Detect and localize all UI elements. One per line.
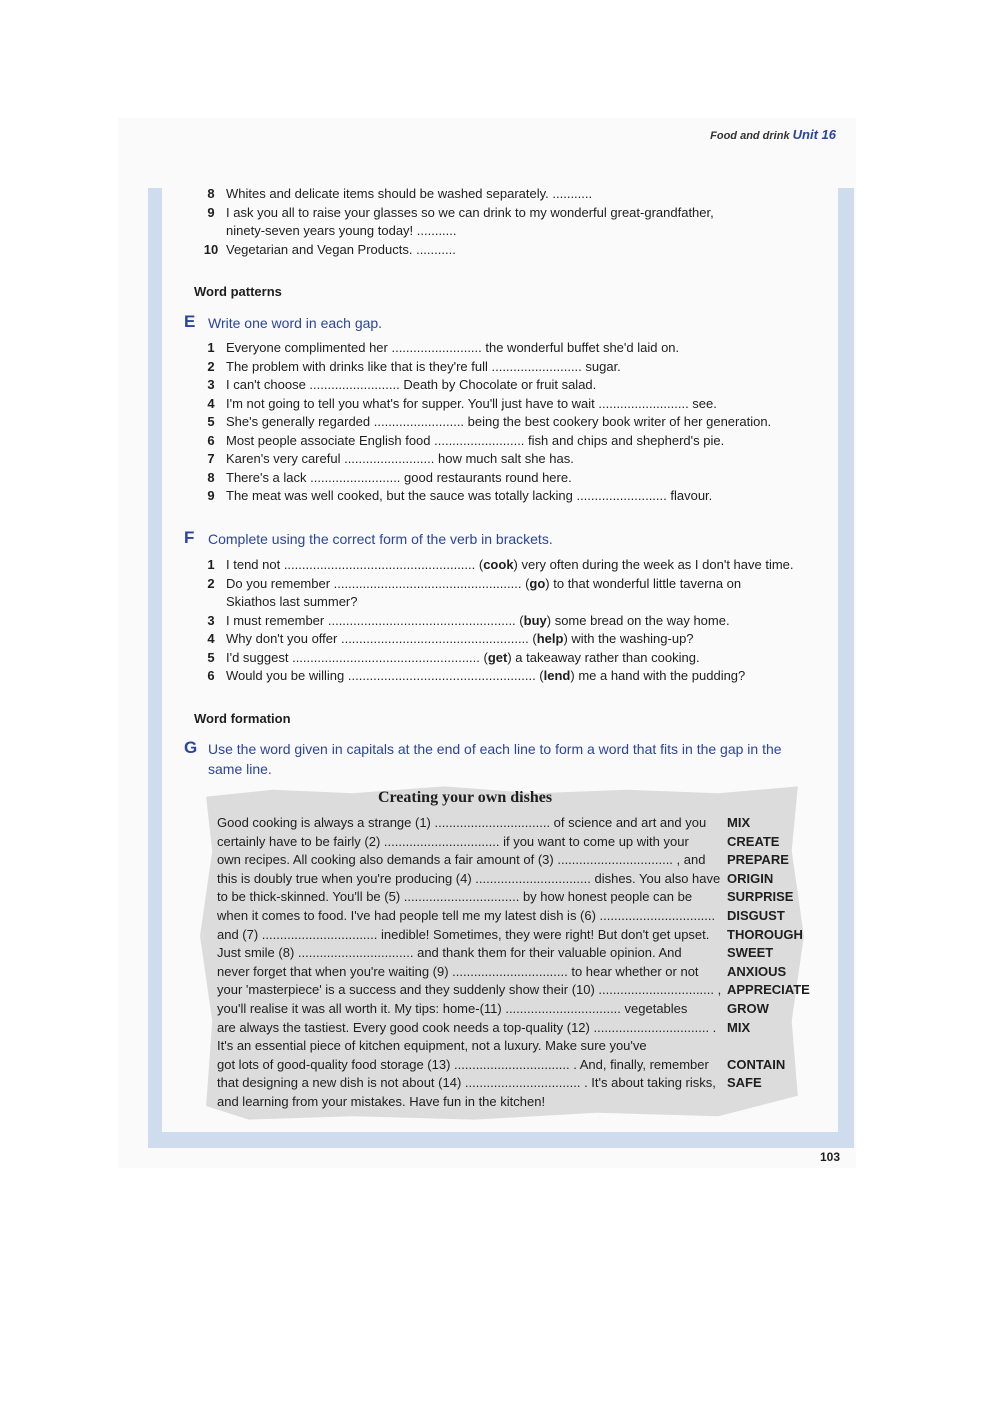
item-number: 8 bbox=[207, 186, 215, 201]
item-text: She's generally regarded ......................... being the best cookery book writer of her generation. bbox=[226, 414, 772, 429]
section-heading-word-patterns: Word patterns bbox=[194, 284, 282, 299]
list-item bbox=[196, 649, 836, 668]
list-item bbox=[196, 630, 836, 649]
list-item-continuation bbox=[196, 222, 836, 241]
text-line: never forget that when you're waiting (9) ................................ to hear whether or not ANXIOUS bbox=[217, 963, 817, 982]
item-number: 7 bbox=[207, 451, 215, 466]
verb-in-brackets: get bbox=[487, 649, 508, 665]
stem-word: THOROUGH bbox=[727, 926, 803, 942]
item-text: Most people associate English food ......................... fish and chips and shepherd's pie. bbox=[226, 432, 725, 448]
item-number: 9 bbox=[207, 488, 215, 503]
text-line: own recipes. All cooking also demands a fair amount of (3) ................................ , and PREPARE bbox=[217, 851, 817, 870]
list-item bbox=[196, 469, 836, 488]
item-text: I'm not going to tell you what's for supper. You'll just have to wait ......................... see. bbox=[226, 395, 717, 411]
stem-word: SWEET bbox=[727, 945, 774, 961]
text-line: when it comes to food. I've had people tell me my latest dish is (6) ................................ DISGUST bbox=[217, 907, 817, 926]
stem-word: GROW bbox=[727, 1000, 769, 1016]
bottom-margin-bar bbox=[148, 1132, 854, 1148]
item-text: I tend not ..................................................... (cook) very often during the week as I don't have time. bbox=[226, 557, 794, 572]
text-line: got lots of good-quality food storage (13) ................................ . And, finally, remember CONTAIN bbox=[217, 1056, 817, 1075]
verb-in-brackets: go bbox=[529, 575, 546, 591]
item-text: Karen's very careful ......................... how much salt she has. bbox=[226, 451, 574, 466]
text-line: are always the tastiest. Every good cook needs a top-quality (12) ................................ . MIX bbox=[217, 1019, 817, 1038]
item-text: Skiathos last summer? bbox=[226, 594, 358, 609]
item-number: 5 bbox=[207, 414, 215, 429]
list-item bbox=[196, 339, 836, 358]
right-margin-bar bbox=[838, 188, 854, 1146]
item-number: 5 bbox=[207, 649, 215, 665]
stem-word: SAFE bbox=[727, 1075, 762, 1091]
stem-word: MIX bbox=[727, 815, 751, 830]
verb-in-brackets: lend bbox=[543, 668, 571, 683]
item-text: Everyone complimented her ......................... the wonderful buffet she'd laid on. bbox=[226, 340, 680, 355]
verb-in-brackets: cook bbox=[483, 557, 514, 572]
left-margin-bar bbox=[148, 188, 162, 1146]
item-text: I ask you all to raise your glasses so we can drink to my wonderful great-grandfather, bbox=[226, 204, 714, 220]
stem-word: APPRECIATE bbox=[727, 982, 810, 998]
stem-word: ORIGIN bbox=[727, 870, 774, 886]
item-text: I'd suggest .................................................... (get) a takeaway rather than cooking. bbox=[226, 649, 700, 665]
item-text: Would you be willing .................................................... (lend) me a hand with the pudding? bbox=[226, 668, 746, 683]
list-item bbox=[196, 185, 836, 204]
verb-in-brackets: buy bbox=[523, 612, 547, 628]
item-number: 4 bbox=[207, 395, 215, 411]
list-item bbox=[196, 413, 836, 432]
item-text: Why don't you offer .................................................... (help) with the washing-up? bbox=[226, 631, 694, 646]
list-item bbox=[196, 575, 836, 594]
stem-word: CONTAIN bbox=[727, 1056, 786, 1072]
item-number: 1 bbox=[207, 557, 215, 572]
stem-word: SURPRISE bbox=[727, 889, 794, 905]
item-number: 1 bbox=[207, 340, 215, 355]
item-number: 6 bbox=[207, 668, 215, 683]
list-item bbox=[196, 556, 836, 575]
list-item bbox=[196, 432, 836, 451]
text-line: and (7) ................................ inedible! Sometimes, they were right! But don't get upset. THOROUGH bbox=[217, 926, 817, 945]
item-number: 2 bbox=[207, 575, 215, 591]
text-line: and learning from your mistakes. Have fun in the kitchen! bbox=[217, 1093, 546, 1109]
list-item bbox=[196, 358, 836, 377]
item-text: There's a lack ......................... good restaurants round here. bbox=[226, 469, 572, 485]
previous-items bbox=[196, 185, 836, 259]
item-number: 8 bbox=[207, 469, 215, 485]
list-item bbox=[196, 450, 836, 469]
stem-word: PREPARE bbox=[727, 852, 789, 868]
item-text: The problem with drinks like that is they're full ......................... sugar. bbox=[226, 358, 621, 374]
list-item bbox=[196, 376, 836, 395]
text-line: Just smile (8) ................................ and thank them for their valuable opinion. And SWEET bbox=[217, 944, 817, 963]
list-item bbox=[196, 487, 836, 506]
exercise-e-items bbox=[196, 339, 836, 506]
item-number: 6 bbox=[207, 432, 215, 448]
item-text: The meat was well cooked, but the sauce was totally lacking ......................... flavour. bbox=[226, 488, 713, 503]
text-line: you'll realise it was all worth it. My tips: home-(11) ................................ vegetables GROW bbox=[217, 1000, 817, 1019]
text-line: certainly have to be fairly (2) ................................ if you want to come up with your CREATE bbox=[217, 833, 817, 852]
stem-word: DISGUST bbox=[727, 907, 785, 923]
exercise-g-heading bbox=[184, 739, 804, 779]
item-number: 9 bbox=[207, 204, 215, 220]
item-number: 2 bbox=[207, 358, 215, 374]
list-item bbox=[196, 204, 836, 223]
list-item-continuation bbox=[196, 593, 836, 612]
header-section: Food and drink bbox=[710, 130, 790, 142]
stem-word: CREATE bbox=[727, 833, 780, 849]
list-item bbox=[196, 395, 836, 414]
verb-in-brackets: help bbox=[536, 631, 564, 646]
text-line: your 'masterpiece' is a success and they suddenly show their (10) ................................ , APPRECIATE bbox=[217, 981, 817, 1000]
running-header bbox=[500, 127, 836, 142]
exercise-e-heading bbox=[184, 313, 382, 333]
list-item bbox=[196, 612, 836, 631]
exercise-instruction: Write one word in each gap. bbox=[208, 315, 383, 331]
exercise-f-items bbox=[196, 556, 836, 686]
list-item bbox=[196, 241, 836, 260]
exercise-letter: G bbox=[184, 738, 198, 757]
exercise-instruction: Use the word given in capitals at the end of each line to form a word that fits in the gap in the same line. bbox=[208, 741, 782, 777]
item-number: 4 bbox=[207, 631, 215, 646]
text-line: Good cooking is always a strange (1) ................................ of science and art and you MIX bbox=[217, 814, 817, 833]
list-item bbox=[196, 667, 836, 686]
item-number: 10 bbox=[203, 241, 219, 257]
item-text: I must remember .................................................... (buy) some bread on the way home. bbox=[226, 612, 730, 628]
exercise-f-heading bbox=[184, 529, 553, 549]
reading-text bbox=[217, 814, 817, 1112]
exercise-letter: F bbox=[184, 528, 195, 547]
item-text: Whites and delicate items should be washed separately. ........... bbox=[226, 186, 593, 201]
item-number: 3 bbox=[207, 612, 215, 628]
text-line: this is doubly true when you're producing (4) ................................ dishes. You also have ORIGIN bbox=[217, 870, 817, 889]
exercise-instruction: Complete using the correct form of the verb in brackets. bbox=[208, 531, 553, 547]
stem-word: MIX bbox=[727, 1019, 751, 1035]
section-heading-word-formation: Word formation bbox=[194, 711, 291, 726]
stem-word: ANXIOUS bbox=[727, 963, 787, 979]
page-number: 103 bbox=[819, 1150, 840, 1164]
item-number: 3 bbox=[207, 377, 215, 392]
header-unit: Unit 16 bbox=[792, 127, 836, 142]
text-line: to be thick-skinned. You'll be (5) ................................ by how honest people can be SURPRISE bbox=[217, 888, 817, 907]
item-text: Vegetarian and Vegan Products. ........... bbox=[226, 241, 456, 257]
text-line: that designing a new dish is not about (14) ................................ . It's about taking risks, SAFE bbox=[217, 1074, 817, 1093]
exercise-letter: E bbox=[184, 312, 196, 331]
reading-title: Creating your own dishes bbox=[377, 789, 553, 806]
item-text: ninety-seven years young today! ........... bbox=[226, 223, 457, 238]
text-line: It's an essential piece of kitchen equipment, not a luxury. Make sure you've bbox=[217, 1038, 647, 1054]
item-text: Do you remember .................................................... (go) to that wonderful little taverna on bbox=[226, 575, 742, 591]
item-text: I can't choose ......................... Death by Chocolate or fruit salad. bbox=[226, 377, 597, 392]
